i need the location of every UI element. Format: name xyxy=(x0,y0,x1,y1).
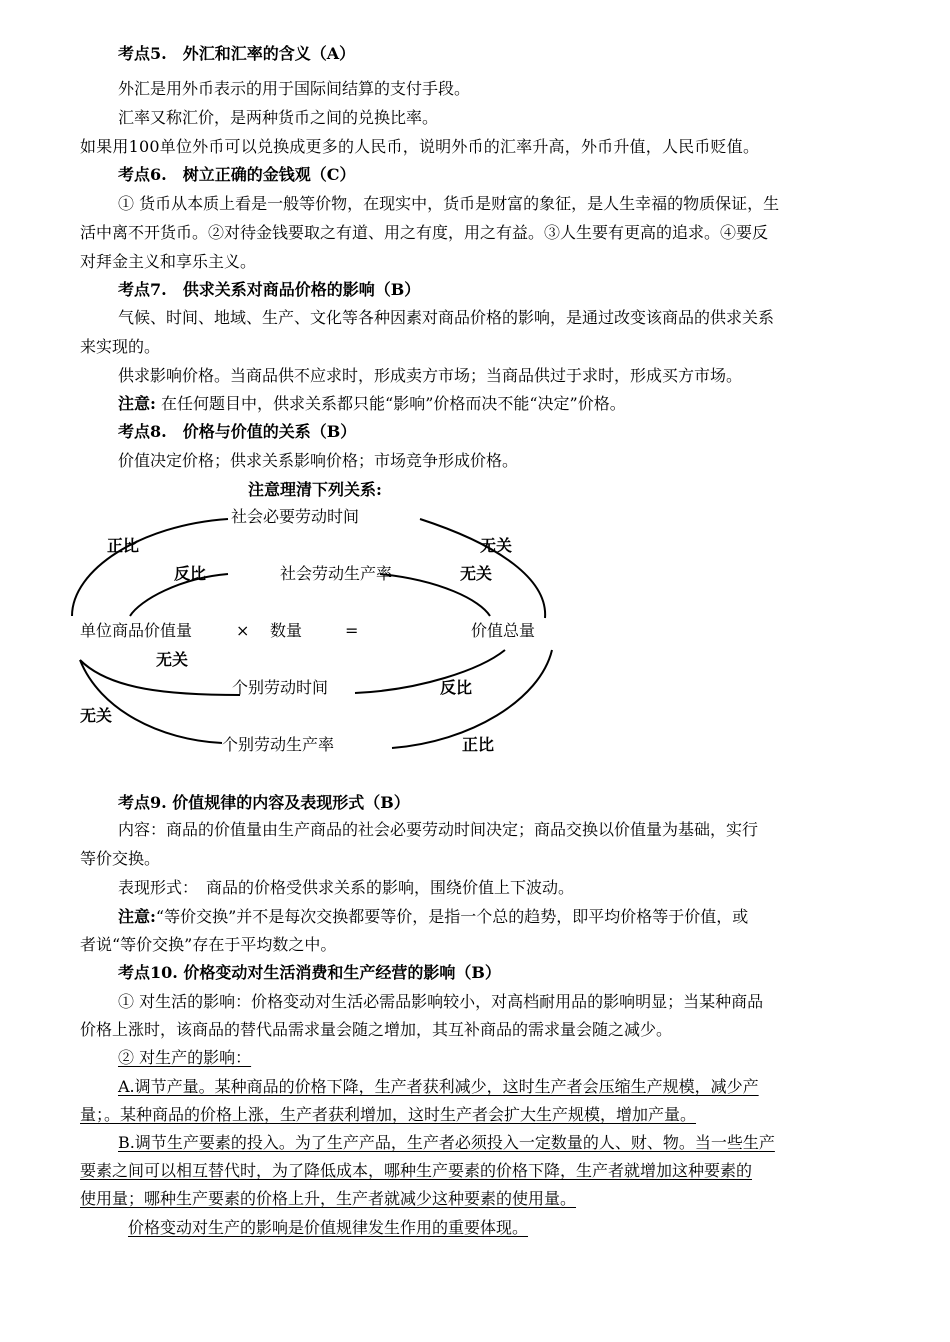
equals-sign: = xyxy=(345,621,359,640)
label-wuguan-top-right: 无关 xyxy=(480,536,513,555)
node-quantity: 数量 xyxy=(270,621,303,640)
label-fanbi-right: 反比 xyxy=(440,678,473,697)
label-wuguan-left: 无关 xyxy=(156,650,189,669)
node-total-value: 价值总量 xyxy=(471,621,536,640)
arc-outer-bottom-left xyxy=(80,660,222,743)
diagram-heading: 注意理清下列关系: xyxy=(248,480,382,499)
section-9-note-line-2: 者说“等价交换”存在于平均数之中。 xyxy=(80,935,337,954)
section-5-title: 考点5. 外汇和汇率的含义（A） xyxy=(118,44,356,63)
section-10-a-line-1: A.调节产量。某种商品的价格下降，生产者获利减少，这时生产者会压缩生产规模，减少产 xyxy=(118,1077,759,1096)
section-9-line-2: 等价交换。 xyxy=(80,849,161,868)
label-zhengbi-top-left: 正比 xyxy=(107,536,140,555)
section-9-line-3: 表现形式： 商品的价格受供求关系的影响，围绕价值上下波动。 xyxy=(118,878,575,897)
section-10-line-2: 价格上涨时，该商品的替代品需求量会随之增加，其互补商品的需求量会随之减少。 xyxy=(80,1020,673,1039)
section-6-line-3: 对拜金主义和享乐主义。 xyxy=(80,252,257,271)
note-text: 在任何题目中，供求关系都只能“影响”价格而决不能“决定”价格。 xyxy=(161,394,626,413)
section-10-b-line-2: 要素之间可以相互替代时，为了降低成本，哪种生产要素的价格下降，生产者就增加这种要素的 xyxy=(80,1161,753,1180)
section-5-para-1: 外汇是用外币表示的用于国际间结算的支付手段。 xyxy=(118,79,471,98)
node-unit-commodity-value: 单位商品价值量 xyxy=(80,621,193,640)
label-wuguan-bottom-left: 无关 xyxy=(80,706,113,725)
node-individual-labor-productivity: 个别劳动生产率 xyxy=(222,735,335,754)
note-text: “等价交换”并不是每次交换都要等价，是指一个总的趋势，即平均价格等于价值，或 xyxy=(155,907,749,926)
section-6-line-2: 活中离不开货币。②对待金钱要取之有道、用之有度，用之有益。③人生要有更高的追求。④要反 xyxy=(80,223,769,242)
label-zhengbi-bottom-right: 正比 xyxy=(462,735,495,754)
section-5-para-3: 如果用100单位外币可以兑换成更多的人民币，说明外币的汇率升高，外币升值，人民币贬值。 xyxy=(80,137,760,156)
section-10-b-line-1: B.调节生产要素的投入。为了生产产品，生产者必须投入一定数量的人、财、物。当一些生产 xyxy=(118,1133,775,1152)
section-9-line-1: 内容：商品的价值量由生产商品的社会必要劳动时间决定；商品交换以价值量为基础，实行 xyxy=(118,820,759,839)
times-sign: × xyxy=(236,621,250,640)
section-6-line-1: ① 货币从本质上看是一般等价物，在现实中，货币是财富的象征，是人生幸福的物质保证，生 xyxy=(118,194,780,213)
section-7-line-2: 来实现的。 xyxy=(80,337,161,356)
section-10-line-1: ① 对生活的影响：价格变动对生活必需品影响较小，对高档耐用品的影响明显；当某种商品 xyxy=(118,992,764,1011)
node-social-necessary-labor-time: 社会必要劳动时间 xyxy=(231,507,360,526)
label-wuguan-right: 无关 xyxy=(460,564,493,583)
section-8-line-1: 价值决定价格；供求关系影响价格；市场竞争形成价格。 xyxy=(118,451,519,470)
section-7-line-1: 气候、时间、地域、生产、文化等各种因素对商品价格的影响，是通过改变该商品的供求关系 xyxy=(118,308,775,327)
section-10-a-line-2: 量；。某种商品的价格上涨，生产者获利增加，这时生产者会扩大生产规模，增加产量。 xyxy=(80,1105,697,1124)
section-10-b-line-3: 使用量；哪种生产要素的价格上升，生产者就减少这种要素的使用量。 xyxy=(80,1189,577,1208)
section-6-title: 考点6. 树立正确的金钱观（C） xyxy=(118,165,356,184)
section-10-last-line: 价格变动对生产的影响是价值规律发生作用的重要体现。 xyxy=(128,1218,529,1237)
label-fanbi-left: 反比 xyxy=(174,564,207,583)
arc-inner-bottom-right xyxy=(355,650,505,693)
note-label: 注意: xyxy=(118,907,156,926)
section-9-note-line-1 xyxy=(118,909,748,925)
note-label: 注意: xyxy=(118,394,156,413)
section-5-para-2: 汇率又称汇价，是两种货币之间的兑换比率。 xyxy=(118,108,439,127)
arc-outer-bottom-right xyxy=(392,650,552,748)
section-8-title: 考点8. 价格与价值的关系（B） xyxy=(118,422,357,441)
node-social-labor-productivity: 社会劳动生产率 xyxy=(280,564,393,583)
node-individual-labor-time: 个别劳动时间 xyxy=(232,678,329,697)
section-7-note xyxy=(118,396,626,412)
section-9-title: 考点9. 价值规律的内容及表现形式（B） xyxy=(118,793,410,812)
section-7-title: 考点7. 供求关系对商品价格的影响（B） xyxy=(118,280,421,299)
section-7-line-3: 供求影响价格。当商品供不应求时，形成卖方市场；当商品供过于求时，形成买方市场。 xyxy=(118,366,743,385)
section-10-title: 考点10. 价格变动对生活消费和生产经营的影响（B） xyxy=(118,963,501,982)
section-10-line-3: ② 对生产的影响： xyxy=(118,1048,252,1067)
